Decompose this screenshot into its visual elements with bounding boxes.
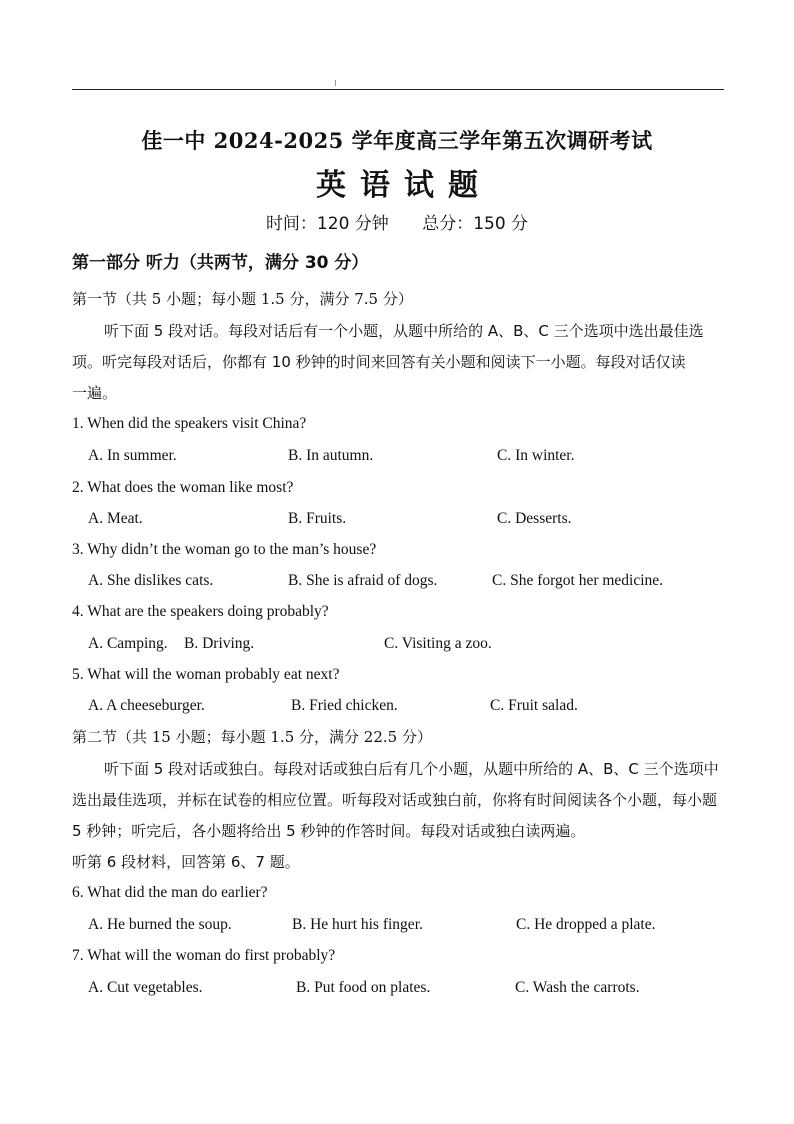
- question-stem: 1. When did the speakers visit China?: [72, 415, 307, 432]
- answer-option: A. He burned the soup.: [88, 916, 232, 933]
- header-tick-mark: [335, 80, 336, 86]
- question-stem: 6. What did the man do earlier?: [72, 884, 268, 901]
- exam-title: 佳一中 2024-2025 学年度高三学年第五次调研考试: [141, 128, 653, 153]
- section2-instruction-line: 5 秒钟；听完后，各小题将给出 5 秒钟的作答时间。每段对话或独白读两遍。: [72, 822, 586, 840]
- section1-instruction-line: 一遍。: [72, 384, 118, 402]
- answer-option: A. Camping.: [88, 635, 168, 652]
- question-stem: 7. What will the woman do first probably?: [72, 947, 336, 964]
- exam-total-score: 总分：150 分: [422, 214, 529, 234]
- section1-instruction-line: 听下面 5 段对话。每段对话后有一个小题，从题中所给的 A、B、C 三个选项中选出最佳选: [104, 322, 704, 340]
- subject-title: 英语试题: [316, 168, 492, 203]
- answer-option: C. She forgot her medicine.: [492, 572, 664, 589]
- question-stem: 2. What does the woman like most?: [72, 479, 294, 496]
- answer-option: C. He dropped a plate.: [516, 916, 656, 933]
- answer-option: B. Fruits.: [288, 510, 347, 527]
- answer-option: A. Meat.: [88, 510, 143, 527]
- exam-time: 时间：120 分钟: [265, 214, 389, 234]
- answer-option: B. In autumn.: [288, 447, 374, 464]
- answer-option: B. Put food on plates.: [296, 979, 431, 996]
- answer-option: B. Fried chicken.: [291, 697, 398, 714]
- time-score-line: [0, 209, 794, 234]
- question-stem: 4. What are the speakers doing probably?: [72, 603, 329, 620]
- answer-option: C. Wash the carrots.: [515, 979, 640, 996]
- section2-instruction-line: 选出最佳选项，并标在试卷的相应位置。听每段对话或独白前，你将有时间阅读各个小题，每小题: [72, 791, 718, 809]
- section1-instruction-line: 项。听完每段对话后，你都有 10 秒钟的时间来回答有关小题和阅读下一小题。每段对话仅读: [72, 353, 686, 371]
- answer-option: B. He hurt his finger.: [292, 916, 423, 933]
- question-stem: 3. Why didn’t the woman go to the man’s house?: [72, 541, 377, 558]
- section1-title: 第一节（共 5 小题；每小题 1.5 分，满分 7.5 分）: [72, 290, 413, 308]
- answer-option: C. In winter.: [497, 447, 575, 464]
- header-rule: [72, 89, 724, 90]
- answer-option: A. A cheeseburger.: [88, 697, 205, 714]
- answer-option: B. Driving.: [184, 635, 255, 652]
- section2-instruction-line: 听下面 5 段对话或独白。每段对话或独白后有几个小题，从题中所给的 A、B、C 三个选项中: [104, 760, 719, 778]
- answer-option: A. She dislikes cats.: [88, 572, 214, 589]
- answer-option: A. Cut vegetables.: [88, 979, 203, 996]
- section2-title: 第二节（共 15 小题；每小题 1.5 分，满分 22.5 分）: [72, 728, 432, 746]
- question-stem: 5. What will the woman probably eat next?: [72, 666, 340, 683]
- answer-option: C. Fruit salad.: [490, 697, 578, 714]
- answer-option: C. Desserts.: [497, 510, 572, 527]
- answer-option: A. In summer.: [88, 447, 177, 464]
- part1-title: 第一部分 听力（共两节，满分 30 分）: [72, 253, 369, 273]
- material-note: 听第 6 段材料，回答第 6、7 题。: [72, 853, 300, 871]
- answer-option: B. She is afraid of dogs.: [288, 572, 438, 589]
- answer-option: C. Visiting a zoo.: [384, 635, 492, 652]
